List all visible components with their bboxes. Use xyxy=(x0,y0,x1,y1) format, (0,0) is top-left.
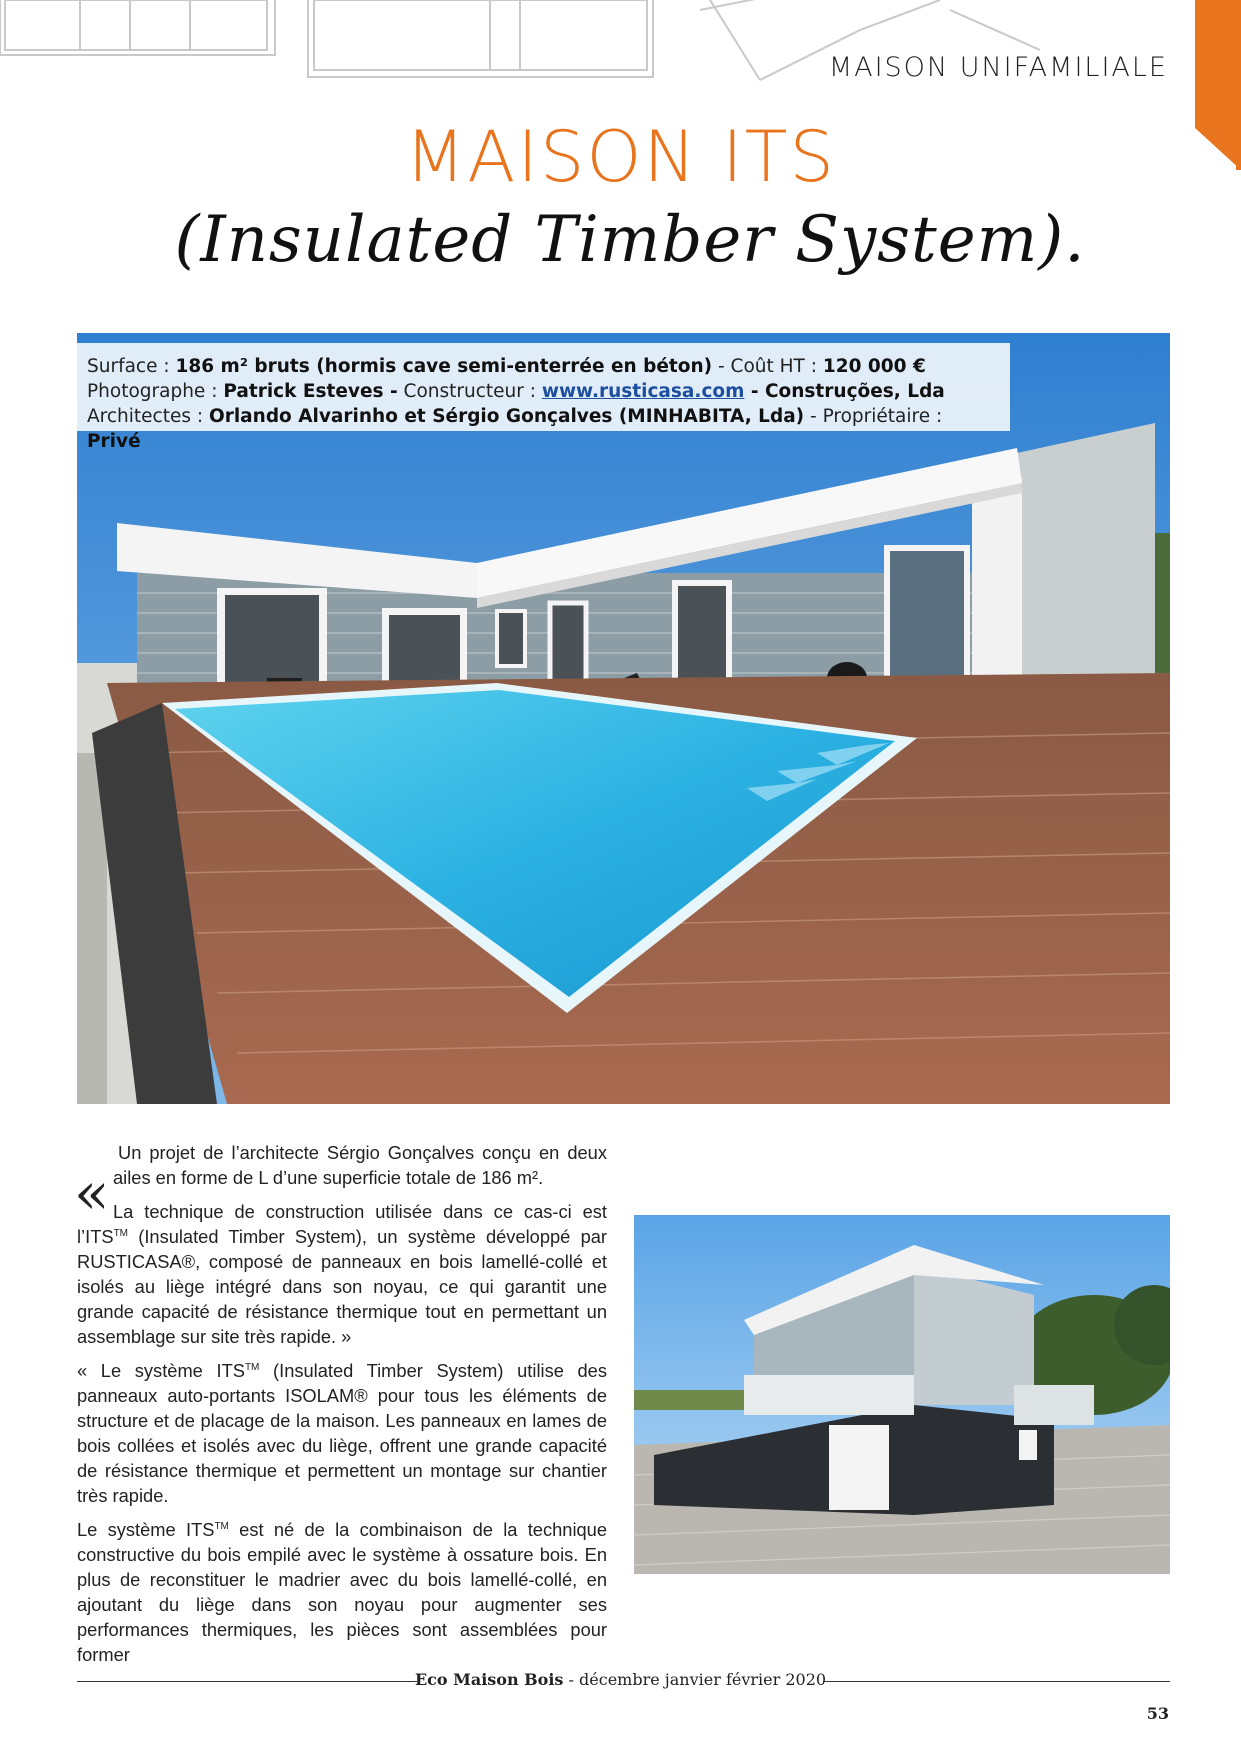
section-label: MAISON UNIFAMILIALE xyxy=(828,52,1168,83)
builder-website-link[interactable]: www.rusticasa.com xyxy=(541,381,745,402)
info-line-architects xyxy=(87,404,1000,454)
paragraph-2: La technique de construction utilisée dans ce cas-ci est l’ITS™ (Insulated Timber System), un système développé par RUSTICASA®, composé de panneaux en bois lamellé-collé et isolés au liège intégré dans son noyau, ce qui garantit une grande capacité de résistance thermique tout en permettant un assemblage sur site très rapide. » xyxy=(77,1201,607,1347)
owner-value: Privé xyxy=(87,431,141,452)
magazine-issue: - décembre janvier février 2020 xyxy=(563,1670,827,1689)
info-line-surface xyxy=(87,354,1000,379)
architects-value: Orlando Alvarinho et Sérgio Gonçalves (MINHABITA, Lda) xyxy=(208,406,805,427)
side-photo-house-exterior xyxy=(634,1215,1170,1574)
cost-label: - Coût HT : xyxy=(712,356,823,377)
photographer-label: Photographe : xyxy=(87,381,224,402)
builder-label: Constructeur : xyxy=(397,381,542,402)
owner-label: - Propriétaire : xyxy=(804,406,943,427)
builder-name: - Construções, Lda xyxy=(744,381,945,402)
paragraph-4: Le système ITS™ est né de la combinaison de la technique constructive du bois empilé avec le système à ossature bois. En plus de reconstituer le madrier avec du bois lamellé-collé, en ajoutant du liège dans son noyau pour augmenter ses performances thermiques, les pièces sont assemblées pour former xyxy=(77,1519,608,1665)
article-body xyxy=(77,1140,607,1676)
architects-label: Architectes : xyxy=(87,406,209,427)
paragraph-1: Un projet de l’architecte Sérgio Gonçalves conçu en deux ailes en forme de L d’une superficie totale de 186 m². xyxy=(113,1142,607,1188)
page-title: MAISON ITS xyxy=(405,116,836,198)
surface-value: 186 m² bruts (hormis cave semi-enterrée en béton) xyxy=(175,356,713,377)
footer-credit xyxy=(0,1670,1241,1689)
project-info-box xyxy=(77,343,1010,452)
opening-quote-mark: « xyxy=(74,1159,110,1227)
info-line-photographer xyxy=(87,379,1000,404)
surface-label: Surface : xyxy=(87,356,176,377)
page-number: 53 xyxy=(1146,1704,1169,1723)
cost-value: 120 000 € xyxy=(822,356,926,377)
magazine-name: Eco Maison Bois xyxy=(414,1670,564,1689)
photographer-value: Patrick Esteves - xyxy=(223,381,398,402)
page-subtitle: (Insulated Timber System). xyxy=(174,203,1086,277)
paragraph-3: « Le système ITS™ (Insulated Timber System) utilise des panneaux auto-portants ISOLAM® pour tous les éléments de structure et de placage de la maison. Les panneaux en lames de bois collées et isolés avec du liège, offrent une grande capacité de résistance thermique et permettent un montage sur chantier très rapide. xyxy=(77,1360,607,1506)
